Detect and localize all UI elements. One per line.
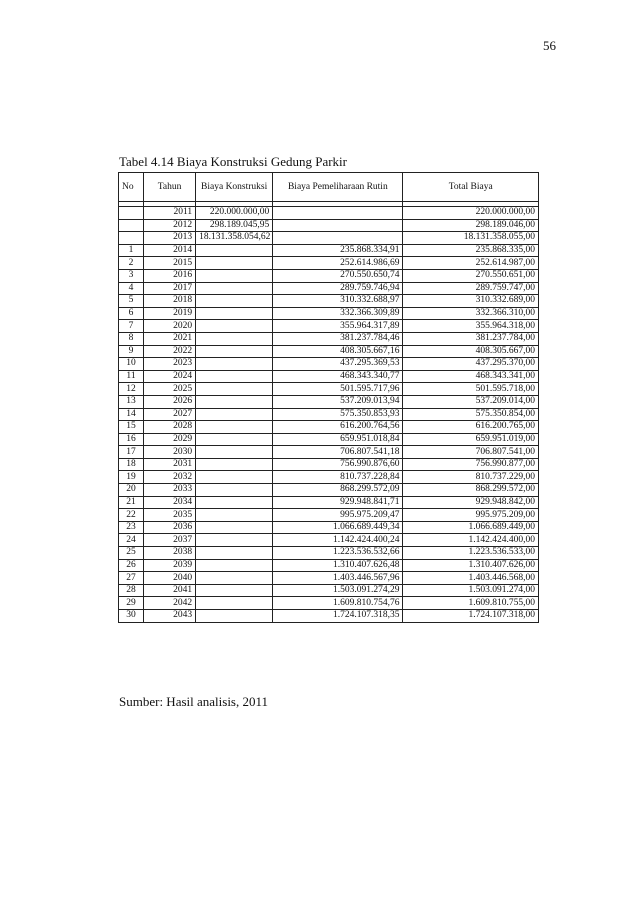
cell-biaya-pemeliharaan: 1.310.407.626,48 (273, 559, 403, 572)
cell-no: 16 (119, 433, 144, 446)
table-row (119, 345, 539, 358)
cell-total-biaya: 437.295.370,00 (403, 358, 539, 371)
cell-tahun: 2011 (144, 207, 196, 220)
cell-biaya-pemeliharaan: 659.951.018,84 (273, 433, 403, 446)
cell-biaya-pemeliharaan: 1.403.446.567,96 (273, 572, 403, 585)
cell-no: 3 (119, 269, 144, 282)
cell-tahun: 2033 (144, 484, 196, 497)
cell-biaya-pemeliharaan: 929.948.841,71 (273, 496, 403, 509)
table-row (119, 383, 539, 396)
cell-no: 18 (119, 458, 144, 471)
cell-total-biaya: 995.975.209,00 (403, 509, 539, 522)
cell-no: 12 (119, 383, 144, 396)
cell-no: 25 (119, 547, 144, 560)
cell-no: 19 (119, 471, 144, 484)
cell-biaya-pemeliharaan: 501.595.717,96 (273, 383, 403, 396)
cell-no: 13 (119, 395, 144, 408)
table-row (119, 282, 539, 295)
cell-total-biaya: 220.000.000,00 (403, 207, 539, 220)
cell-biaya-pemeliharaan: 310.332.688,97 (273, 295, 403, 308)
cell-no: 15 (119, 421, 144, 434)
cell-no: 17 (119, 446, 144, 459)
cell-biaya-konstruksi (196, 597, 273, 610)
table-row (119, 232, 539, 245)
cell-tahun: 2039 (144, 559, 196, 572)
table-row (119, 584, 539, 597)
cell-biaya-pemeliharaan: 575.350.853,93 (273, 408, 403, 421)
cell-biaya-konstruksi (196, 433, 273, 446)
cell-biaya-konstruksi (196, 484, 273, 497)
cell-no: 29 (119, 597, 144, 610)
table-row (119, 559, 539, 572)
table-row (119, 421, 539, 434)
cell-tahun: 2037 (144, 534, 196, 547)
cell-tahun: 2026 (144, 395, 196, 408)
table-row (119, 257, 539, 270)
cell-biaya-pemeliharaan: 537.209.013,94 (273, 395, 403, 408)
cell-no: 23 (119, 521, 144, 534)
cost-table (118, 172, 539, 623)
cell-biaya-konstruksi (196, 458, 273, 471)
cell-total-biaya: 501.595.718,00 (403, 383, 539, 396)
table-row (119, 496, 539, 509)
cell-total-biaya: 468.343.341,00 (403, 370, 539, 383)
table-row (119, 521, 539, 534)
table-row (119, 509, 539, 522)
cell-no: 14 (119, 408, 144, 421)
cell-total-biaya: 18.131.358.055,00 (403, 232, 539, 245)
cell-biaya-pemeliharaan: 1.503.091.274,29 (273, 584, 403, 597)
cell-biaya-konstruksi (196, 496, 273, 509)
cell-biaya-konstruksi (196, 421, 273, 434)
cell-total-biaya: 1.609.810.755,00 (403, 597, 539, 610)
cell-total-biaya: 659.951.019,00 (403, 433, 539, 446)
cell-tahun: 2029 (144, 433, 196, 446)
cell-biaya-pemeliharaan (273, 207, 403, 220)
cell-no: 22 (119, 509, 144, 522)
table-row (119, 332, 539, 345)
cell-total-biaya: 332.366.310,00 (403, 307, 539, 320)
cell-tahun: 2035 (144, 509, 196, 522)
header-biaya-konstruksi: Biaya Konstruksi (196, 173, 273, 202)
cell-biaya-pemeliharaan: 468.343.340,77 (273, 370, 403, 383)
cell-tahun: 2040 (144, 572, 196, 585)
cell-no: 1 (119, 244, 144, 257)
cell-biaya-konstruksi (196, 244, 273, 257)
table-row (119, 597, 539, 610)
cell-tahun: 2030 (144, 446, 196, 459)
table-row (119, 471, 539, 484)
cell-tahun: 2043 (144, 610, 196, 623)
cell-biaya-konstruksi (196, 610, 273, 623)
cell-total-biaya: 289.759.747,00 (403, 282, 539, 295)
cell-biaya-pemeliharaan: 868.299.572,09 (273, 484, 403, 497)
cell-biaya-konstruksi (196, 295, 273, 308)
cell-biaya-konstruksi (196, 307, 273, 320)
cell-tahun: 2024 (144, 370, 196, 383)
table-row (119, 244, 539, 257)
header-total-biaya: Total Biaya (403, 173, 539, 202)
cell-biaya-konstruksi: 298.189.045,95 (196, 219, 273, 232)
cell-total-biaya: 706.807.541,00 (403, 446, 539, 459)
cell-biaya-pemeliharaan: 332.366.309,89 (273, 307, 403, 320)
cell-biaya-pemeliharaan: 355.964.317,89 (273, 320, 403, 333)
cell-tahun: 2028 (144, 421, 196, 434)
cell-biaya-pemeliharaan: 270.550.650,74 (273, 269, 403, 282)
cell-total-biaya: 537.209.014,00 (403, 395, 539, 408)
cell-total-biaya: 929.948.842,00 (403, 496, 539, 509)
table-row (119, 534, 539, 547)
cell-total-biaya: 270.550.651,00 (403, 269, 539, 282)
cell-biaya-pemeliharaan: 1.142.424.400,24 (273, 534, 403, 547)
table-row (119, 433, 539, 446)
cell-biaya-konstruksi: 18.131.358.054,62 (196, 232, 273, 245)
cell-biaya-pemeliharaan: 756.990.876,60 (273, 458, 403, 471)
cell-no: 24 (119, 534, 144, 547)
cell-biaya-pemeliharaan: 252.614.986,69 (273, 257, 403, 270)
cell-total-biaya: 298.189.046,00 (403, 219, 539, 232)
cell-tahun: 2042 (144, 597, 196, 610)
cell-no: 20 (119, 484, 144, 497)
cell-biaya-pemeliharaan: 1.066.689.449,34 (273, 521, 403, 534)
cell-biaya-konstruksi (196, 471, 273, 484)
cell-no: 10 (119, 358, 144, 371)
cell-biaya-konstruksi (196, 584, 273, 597)
cell-total-biaya: 381.237.784,00 (403, 332, 539, 345)
cell-tahun: 2022 (144, 345, 196, 358)
cell-tahun: 2019 (144, 307, 196, 320)
table-row (119, 320, 539, 333)
cell-total-biaya: 1.403.446.568,00 (403, 572, 539, 585)
cell-biaya-konstruksi (196, 521, 273, 534)
cell-biaya-konstruksi (196, 572, 273, 585)
cell-no: 21 (119, 496, 144, 509)
table-row (119, 547, 539, 560)
table-caption: Tabel 4.14 Biaya Konstruksi Gedung Parkir (119, 154, 347, 169)
table-body (119, 202, 539, 623)
cell-biaya-konstruksi (196, 446, 273, 459)
cell-tahun: 2023 (144, 358, 196, 371)
table-row (119, 395, 539, 408)
cell-biaya-pemeliharaan: 1.223.536.532,66 (273, 547, 403, 560)
cell-biaya-konstruksi (196, 559, 273, 572)
cell-tahun: 2018 (144, 295, 196, 308)
cell-biaya-pemeliharaan: 1.609.810.754,76 (273, 597, 403, 610)
cell-no: 2 (119, 257, 144, 270)
cell-biaya-pemeliharaan (273, 232, 403, 245)
cell-tahun: 2041 (144, 584, 196, 597)
cell-biaya-konstruksi: 220.000.000,00 (196, 207, 273, 220)
cell-tahun: 2021 (144, 332, 196, 345)
source-note: Sumber: Hasil analisis, 2011 (119, 694, 269, 709)
cell-no (119, 207, 144, 220)
cell-no (119, 219, 144, 232)
cell-no: 26 (119, 559, 144, 572)
cell-biaya-konstruksi (196, 358, 273, 371)
cell-biaya-konstruksi (196, 547, 273, 560)
table-row (119, 370, 539, 383)
cell-biaya-pemeliharaan: 810.737.228,84 (273, 471, 403, 484)
cell-tahun: 2038 (144, 547, 196, 560)
cell-tahun: 2014 (144, 244, 196, 257)
cell-tahun: 2027 (144, 408, 196, 421)
cell-total-biaya: 310.332.689,00 (403, 295, 539, 308)
cell-biaya-konstruksi (196, 534, 273, 547)
cell-biaya-pemeliharaan: 616.200.764,56 (273, 421, 403, 434)
cell-no: 5 (119, 295, 144, 308)
table-header-row (119, 173, 539, 202)
table-row (119, 269, 539, 282)
cell-no: 4 (119, 282, 144, 295)
cell-total-biaya: 868.299.572,00 (403, 484, 539, 497)
cell-no (119, 232, 144, 245)
cell-biaya-pemeliharaan: 437.295.369,53 (273, 358, 403, 371)
cell-tahun: 2013 (144, 232, 196, 245)
table-row (119, 484, 539, 497)
cell-biaya-pemeliharaan: 381.237.784,46 (273, 332, 403, 345)
cell-no: 6 (119, 307, 144, 320)
cell-tahun: 2032 (144, 471, 196, 484)
cell-biaya-konstruksi (196, 383, 273, 396)
cell-total-biaya: 1.503.091.274,00 (403, 584, 539, 597)
cell-total-biaya: 252.614.987,00 (403, 257, 539, 270)
cell-no: 9 (119, 345, 144, 358)
cell-biaya-pemeliharaan: 1.724.107.318,35 (273, 610, 403, 623)
table-row (119, 572, 539, 585)
cell-biaya-konstruksi (196, 257, 273, 270)
cell-total-biaya: 1.142.424.400,00 (403, 534, 539, 547)
cell-biaya-konstruksi (196, 320, 273, 333)
cell-no: 7 (119, 320, 144, 333)
cell-tahun: 2034 (144, 496, 196, 509)
cell-tahun: 2025 (144, 383, 196, 396)
cell-tahun: 2036 (144, 521, 196, 534)
header-tahun: Tahun (144, 173, 196, 202)
cell-no: 11 (119, 370, 144, 383)
cell-biaya-pemeliharaan: 706.807.541,18 (273, 446, 403, 459)
cell-total-biaya: 1.066.689.449,00 (403, 521, 539, 534)
cell-total-biaya: 616.200.765,00 (403, 421, 539, 434)
table-row (119, 610, 539, 623)
cell-no: 27 (119, 572, 144, 585)
cell-biaya-pemeliharaan: 408.305.667,16 (273, 345, 403, 358)
cell-biaya-konstruksi (196, 282, 273, 295)
table-row (119, 219, 539, 232)
cell-biaya-konstruksi (196, 345, 273, 358)
table-row (119, 295, 539, 308)
cell-biaya-konstruksi (196, 509, 273, 522)
table-row (119, 446, 539, 459)
header-no: No (119, 173, 144, 202)
table-row (119, 307, 539, 320)
table-row (119, 458, 539, 471)
cell-tahun: 2017 (144, 282, 196, 295)
page-number: 56 (543, 38, 556, 53)
table-row (119, 207, 539, 220)
cell-total-biaya: 355.964.318,00 (403, 320, 539, 333)
cell-tahun: 2031 (144, 458, 196, 471)
cell-no: 8 (119, 332, 144, 345)
cell-biaya-konstruksi (196, 269, 273, 282)
cell-total-biaya: 810.737.229,00 (403, 471, 539, 484)
cell-total-biaya: 1.223.536.533,00 (403, 547, 539, 560)
header-biaya-pemeliharaan: Biaya Pemeliharaan Rutin (273, 173, 403, 202)
cell-biaya-konstruksi (196, 408, 273, 421)
cell-tahun: 2020 (144, 320, 196, 333)
cell-no: 30 (119, 610, 144, 623)
cell-total-biaya: 408.305.667,00 (403, 345, 539, 358)
cell-tahun: 2015 (144, 257, 196, 270)
cell-biaya-konstruksi (196, 332, 273, 345)
table-row (119, 358, 539, 371)
cell-biaya-konstruksi (196, 395, 273, 408)
cell-total-biaya: 575.350.854,00 (403, 408, 539, 421)
cell-total-biaya: 235.868.335,00 (403, 244, 539, 257)
cell-biaya-pemeliharaan: 995.975.209,47 (273, 509, 403, 522)
cell-no: 28 (119, 584, 144, 597)
cell-tahun: 2012 (144, 219, 196, 232)
cell-tahun: 2016 (144, 269, 196, 282)
cell-total-biaya: 1.724.107.318,00 (403, 610, 539, 623)
table-row (119, 408, 539, 421)
cell-biaya-konstruksi (196, 370, 273, 383)
cell-biaya-pemeliharaan: 289.759.746,94 (273, 282, 403, 295)
cell-total-biaya: 1.310.407.626,00 (403, 559, 539, 572)
cell-biaya-pemeliharaan: 235.868.334,91 (273, 244, 403, 257)
cell-total-biaya: 756.990.877,00 (403, 458, 539, 471)
cell-biaya-pemeliharaan (273, 219, 403, 232)
